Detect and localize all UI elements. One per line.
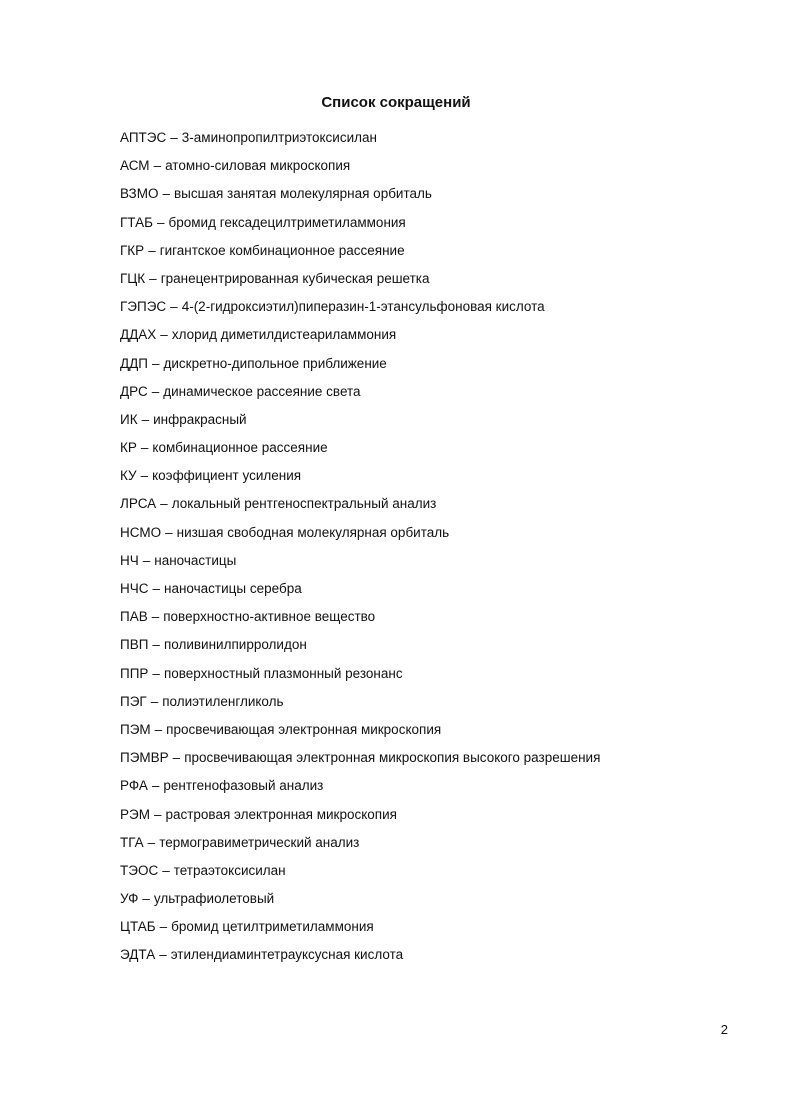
abbreviation-entry [120,156,740,184]
abbreviation-entry [120,833,740,861]
abbreviation-entry [120,354,740,382]
abbreviation-definition: поливинилпирролидон [163,637,307,653]
abbreviation-term: ДРС [120,383,148,399]
abbreviation-entry [120,269,740,297]
abbreviation-entry [120,748,740,776]
abbreviation-term: ДДП [120,355,148,371]
abbreviation-separator: – [147,834,156,850]
abbreviation-list [120,128,740,974]
abbreviation-definition: рентгенофазовый анализ [163,778,324,794]
abbreviation-term: ВЗМО [120,186,159,202]
abbreviation-definition: гранецентрированная кубическая решетка [160,270,430,286]
abbreviation-separator: – [149,270,157,286]
abbreviation-term: ПЭМВР [120,750,169,766]
abbreviation-term: ГКР [120,242,145,258]
abbreviation-definition: бромид цетилтриметиламмония [171,919,374,935]
abbreviation-term: КУ [120,468,137,484]
abbreviation-definition: термогравиметрический анализ [159,834,360,850]
abbreviation-entry [120,607,740,635]
abbreviation-entry [120,382,740,410]
abbreviation-separator: – [151,778,160,794]
abbreviation-term: ППР [120,665,149,681]
abbreviation-definition: растровая электронная микроскопия [165,806,397,822]
abbreviation-definition: 4-(2-гидроксиэтил)пиперазин-1-этансульфоновая кислота [181,299,545,315]
abbreviation-definition: бромид гексадецилтриметиламмония [168,214,406,230]
abbreviation-separator: – [141,411,150,427]
abbreviation-term: ТЭОС [120,862,159,878]
abbreviation-separator: – [142,891,150,907]
abbreviation-entry [120,861,740,889]
page-title: Список сокращений [321,94,471,111]
abbreviation-entry [120,551,740,579]
abbreviation-entry [120,523,740,551]
abbreviation-term: КР [120,440,137,456]
abbreviation-term: АСМ [120,158,150,174]
abbreviation-definition: этилендиаминтетрауксусная кислота [170,947,404,963]
abbreviation-separator: – [140,440,149,456]
abbreviation-definition: высшая занятая молекулярная орбиталь [173,186,432,202]
abbreviation-definition: локальный рентгеноспектральный анализ [171,496,437,512]
abbreviation-entry [120,692,740,720]
abbreviation-separator: – [152,665,160,681]
abbreviation-definition: гигантское комбинационное рассеяние [159,242,405,258]
abbreviation-entry [120,466,740,494]
abbreviation-entry [120,889,740,917]
abbreviation-term: НЧС [120,581,149,596]
abbreviation-term: ПАВ [120,609,148,625]
abbreviation-separator: – [140,468,149,484]
abbreviation-separator: – [152,355,160,371]
abbreviation-term: ИК [120,411,138,427]
abbreviation-term: РФА [120,778,148,794]
abbreviation-entry [120,128,740,156]
abbreviation-separator: – [159,919,168,935]
abbreviation-term: ПВП [120,637,149,653]
abbreviation-entry [120,945,740,973]
abbreviation-separator: – [170,299,178,315]
abbreviation-entry [120,410,740,438]
abbreviation-separator: – [165,524,173,540]
abbreviation-entry [120,776,740,804]
abbreviation-definition: низшая свободная молекулярная орбиталь [176,524,450,540]
abbreviation-separator: – [170,130,178,145]
abbreviation-term: ТГА [120,834,144,850]
abbreviation-separator: – [152,637,160,653]
abbreviation-term: ЭДТА [120,947,156,963]
abbreviation-definition: 3-аминопропилтриэтоксисилан [181,130,377,145]
abbreviation-definition: наночастицы [154,552,237,568]
abbreviation-definition: динамическое рассеяние света [163,383,361,399]
abbreviation-separator: – [148,242,156,258]
abbreviation-entry [120,297,740,325]
abbreviation-definition: просвечивающая электронная микроскопия высокого разрешения [184,750,601,766]
abbreviation-separator: – [162,186,170,202]
abbreviation-term: ГЦК [120,270,146,286]
abbreviation-definition: поверхностно-активное вещество [163,609,376,625]
abbreviation-definition: тетраэтоксисилан [173,862,286,878]
abbreviation-term: ДДАХ [120,327,157,343]
abbreviation-definition: инфракрасный [153,411,247,427]
abbreviation-term: ЛРСА [120,496,157,512]
abbreviation-separator: – [162,862,170,878]
abbreviation-definition: полиэтиленгликоль [162,693,284,709]
abbreviation-entry [120,720,740,748]
abbreviation-definition: ультрафиолетовый [153,891,275,907]
abbreviation-term: ГТАБ [120,214,153,230]
page-number: 2 [720,1022,728,1037]
abbreviation-term: ПЭГ [120,693,147,709]
abbreviation-definition: просвечивающая электронная микроскопия [166,721,442,737]
abbreviation-entry [120,664,740,692]
abbreviation-separator: – [172,750,181,766]
abbreviation-separator: – [153,158,162,174]
abbreviation-separator: – [142,552,151,568]
abbreviation-separator: – [150,693,159,709]
abbreviation-term: ЦТАБ [120,919,156,935]
abbreviation-term: УФ [120,891,139,907]
abbreviation-separator: – [153,806,162,822]
abbreviation-definition: коэффициент усиления [152,468,302,484]
abbreviation-entry [120,494,740,522]
abbreviation-entry [120,579,740,607]
abbreviation-separator: – [154,721,163,737]
abbreviation-entry [120,438,740,466]
abbreviation-separator: – [152,581,161,596]
abbreviation-term: ПЭМ [120,721,151,737]
abbreviation-entry [120,241,740,269]
abbreviation-term: АПТЭС [120,130,167,145]
abbreviation-separator: – [151,609,160,625]
abbreviation-entry [120,184,740,212]
abbreviation-entry [120,917,740,945]
abbreviation-entry [120,325,740,353]
abbreviation-entry [120,805,740,833]
abbreviation-separator: – [151,383,160,399]
abbreviation-entry [120,213,740,241]
abbreviation-definition: комбинационное рассеяние [152,440,328,456]
abbreviation-definition: хлорид диметилдистеариламмония [171,327,397,343]
abbreviation-definition: дискретно-дипольное приближение [163,355,387,371]
abbreviation-term: НСМО [120,524,162,540]
abbreviation-entry [120,635,740,663]
abbreviation-definition: атомно-силовая микроскопия [165,158,351,174]
abbreviation-definition: наночастицы серебра [164,581,302,596]
abbreviation-separator: – [159,947,167,963]
abbreviation-term: РЭМ [120,806,150,822]
abbreviation-separator: – [160,327,168,343]
abbreviation-definition: поверхностный плазмонный резонанс [163,665,403,681]
abbreviation-term: НЧ [120,552,139,568]
abbreviation-separator: – [160,496,168,512]
abbreviation-separator: – [156,214,165,230]
abbreviation-term: ГЭПЭС [120,299,167,315]
